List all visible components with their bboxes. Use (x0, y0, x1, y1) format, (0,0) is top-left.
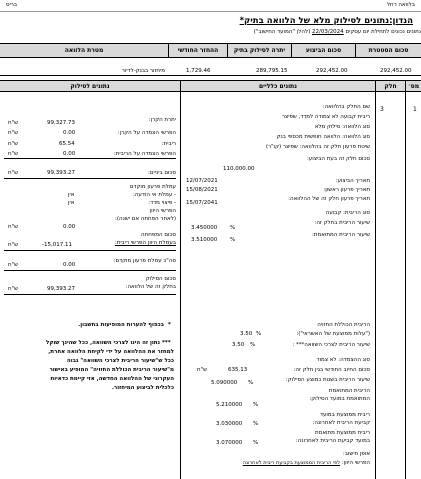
general-mkt-rate: 5.210000 (216, 402, 243, 408)
payoff-fee-total-label: סכום המפחתה (141, 232, 176, 238)
general-index-val: 635.13 (228, 367, 248, 373)
general-fix-rate-pct: % (253, 421, 259, 427)
col-header-total: סכום הסטטרת (355, 44, 421, 57)
route-type-label: סוג הלוואה: (342, 124, 370, 130)
general-weighted-adj-pct: % (250, 342, 256, 348)
general-repay-type: סוג הלוואה: הלוואה חופשית מכספי בנק (276, 134, 370, 140)
page-title: הנדון:נתונים לסילוק מלא של הלוואה בתיק* (239, 16, 413, 26)
payoff-linkage-label: הפרשי הצמדה על הקרן: (117, 130, 176, 136)
route-type-value: סילוק מלא (314, 124, 341, 130)
payoff-subtotal: 99,393.27 (47, 170, 75, 176)
payoff-fee-total-currency: ש"ח (8, 242, 19, 248)
general-rate: 3.450000 (191, 225, 218, 231)
payoff-interest: 65.54 (59, 141, 75, 147)
payoff-fee-cap-sub: (לאחר הפחתה אם ישנה): (115, 216, 176, 222)
general-avg-rate: 5.090000 (211, 380, 238, 386)
payoff-fee-total-sub: בעמלת היוון הפרשי ריבית: (114, 240, 176, 246)
payoff-final-currency: ש"ח (8, 286, 19, 292)
col-header-monthly: ההחזר החודשי (168, 44, 227, 57)
general-rate-pct: % (230, 225, 236, 231)
general-mkt-rate-sub: המתואמת במועד הסילוק: (309, 396, 370, 402)
general-adjusted-rate-pct: % (230, 237, 236, 243)
note-1-star: * (168, 322, 171, 328)
payoff-principal: 99,327.73 (47, 120, 75, 126)
payoff-interest-label: ריבית: (161, 141, 176, 147)
summary-amount: 292,452.00 (316, 68, 348, 74)
general-loan-name-label: שם החלק בהלוואה: (322, 104, 370, 110)
subtitle-suffix: (להלן "המועד החישוב") (253, 29, 311, 35)
general-original-amount: 110,000.00 (223, 166, 255, 172)
note-3-stars: *** (162, 340, 171, 346)
general-calc-label: אופן חישוב: (342, 451, 370, 457)
page-subtitle (0, 29, 421, 36)
general-adjusted-rate: 3.510000 (191, 237, 218, 243)
general-first-pay-label: תאריך פרעון ראשון: (323, 187, 370, 193)
row-number: 1 (413, 106, 417, 113)
note-3-line5: העקרוני של ההלוואה החדשה, אזי קיימת כדאיות (50, 376, 174, 382)
payoff-divider-4 (4, 294, 176, 295)
general-exec-date: 12/07/2021 (186, 178, 218, 184)
payoff-interest-currency: ש"ח (8, 141, 19, 147)
note-1: בכפוף להערות המופיעות בחשבון. (78, 322, 164, 328)
general-mkt-rate-label: הריבית המתואמת (328, 388, 370, 394)
general-fix-rate-label: ריבית ממוצעת במועד (319, 412, 370, 418)
general-rate-label: שיעור הריבית בחלק זה: (314, 220, 370, 226)
payoff-subtotal-currency: ש"ח (8, 170, 19, 176)
payoff-final-label: סכום הסילוק (145, 276, 176, 282)
general-upd-rate-pct: % (253, 440, 259, 446)
payoff-linkage-int-row (4, 151, 176, 159)
general-last-pay: 15/07/2041 (186, 200, 218, 206)
details-header (0, 80, 421, 92)
col-header-general: נתונים כלליים (180, 81, 375, 91)
payoff-principal-label: יתרת הקרן: (148, 117, 176, 123)
general-index-currency: ש"ח (197, 367, 208, 373)
payoff-linkage-currency: ש"ח (8, 130, 19, 136)
general-weighted-adj-label: שיעור הריבית לצרכי השוואה*** : (292, 342, 370, 348)
general-route-type (184, 124, 370, 131)
general-weighted-title: הריבית הכוללת החזויה (317, 322, 370, 328)
general-rate-type: ריבית קבועה לא צמודה למדד, שפיצר (281, 114, 370, 120)
payoff-fee-title: עמלת פרעון מוקדם (129, 184, 176, 190)
top-bar-right-text: בלוואה רחל (386, 2, 415, 8)
general-rate-type-label: סוג הריבית: קבועה (325, 210, 370, 216)
separator-general (180, 92, 181, 479)
payoff-linkage-int-currency: ש"ח (8, 151, 19, 157)
payoff-linkage: 0.00 (63, 130, 76, 136)
payoff-early-total: 0.00 (63, 262, 76, 268)
general-method: שיטת פרעון חלק זה בהלוואה: שפיצר (קו"ר) (265, 144, 370, 150)
summary-balance: 289,795.15 (256, 68, 288, 74)
payoff-early-total-label: סה"כ עמלת פרעון מוקדם: (113, 258, 176, 264)
separator-num (405, 92, 406, 479)
row-part: 3 (380, 106, 384, 113)
payoff-divider-3 (4, 270, 176, 271)
payoff-fee-avg: אין (68, 200, 75, 206)
summary-monthly: 1,729.46 (186, 68, 211, 74)
general-last-pay-label: תאריך פרעון חלק זה של ההלוואה: (288, 196, 370, 202)
note-3-line6: כלכלית לביצוע המיחזור. (111, 385, 174, 391)
payoff-linkage-int-label: הפרשי הצמדה על הריבית: (113, 151, 176, 157)
note-3-line3: ככל ש"שיעור הריבית לצרכי השוואה" גבוה (66, 358, 174, 364)
general-weighted-adj-val: 3.50 (232, 342, 245, 348)
payoff-linkage-int: 0.00 (63, 151, 76, 157)
general-exec-date-label: תאריך הביצוע: (335, 178, 370, 184)
top-bar-left-text: בריס (6, 2, 18, 8)
payoff-fee-notice: אין (68, 192, 75, 198)
payoff-fee-cap: 0.00 (63, 224, 76, 230)
general-weighted-sub: ("עלות ממוצעת של האשראי"): (296, 331, 370, 337)
general-upd-rate-label: ריבית ממוצעת מתואמת (314, 430, 370, 436)
general-mkt-rate-pct: % (253, 402, 259, 408)
payoff-divider-1 (4, 178, 176, 179)
payoff-fee-avg-label: - פיצוי מדד: (148, 200, 176, 206)
payoff-fee-cap-label: הפרשי היוון (149, 208, 176, 214)
payoff-principal-currency: ש"ח (8, 120, 19, 126)
general-adjusted-rate-label: שיעור הריבית המתואמת: (312, 232, 370, 238)
col-header-num: מס׳ (405, 81, 421, 91)
payoff-fee-notice-label: - עמלת אי הודעה: (132, 192, 176, 198)
general-fix-rate: 3.030000 (216, 421, 243, 427)
general-original-amount-label: סכום חלק זה בעת הביצוע: (306, 156, 370, 162)
summary-table-header (0, 43, 421, 58)
col-header-part: חלק (375, 81, 405, 91)
top-bar (0, 0, 421, 12)
payoff-final: 99,393.27 (47, 286, 75, 292)
subtitle-date: 22/03/2024 (311, 29, 344, 35)
note-3-line4: מ"שיעור הריבית הכוללת החזויה" המופיע באישור (49, 367, 174, 373)
general-upd-rate-sub: במועד קביעת הריבית לאחרונה: (295, 438, 370, 444)
general-notice-val: לפי הריבית הממוצעת בקביעת ריבית לאחרונה (242, 460, 341, 466)
payoff-early-total-currency: ש"ח (8, 262, 19, 268)
general-weighted-pct: % (256, 331, 262, 337)
general-avg-rate-label: שיעור הריבית בשנות כמוצע הסילוק: (285, 377, 370, 383)
summary-table-row (0, 58, 421, 76)
col-header-amount: סכום הביצוע (291, 44, 355, 57)
payoff-subtotal-label: סכום ביניים: (148, 170, 176, 176)
summary-total: 292,452.00 (380, 68, 412, 74)
separator-part (375, 92, 376, 479)
general-notice-label: הפרשי היוון: (341, 460, 370, 466)
col-header-payoff: נתונים לסילוק (70, 82, 110, 90)
col-header-purpose: מטרת הלוואה (64, 47, 104, 54)
summary-purpose: מיחזור בבנק-לדיור (121, 68, 165, 74)
general-avg-rate-pct: % (248, 380, 254, 386)
payoff-divider-2 (4, 250, 176, 251)
payoff-fee-total: -15,017.11 (42, 242, 72, 248)
general-fix-rate-sub: קביעת הריבית לאחרונה: (312, 420, 370, 426)
note-3-line2: למחזר את ההלוואה על ידי לקיחת הלוואה אחרת, (48, 349, 174, 355)
note-3-line1: נתון זה הינו לצרכי השוואה, ככל שהינך שוקל (46, 340, 160, 346)
general-first-pay: 15/08/2021 (186, 187, 218, 193)
payoff-final-sub: בחלק זה של הלוואה: (125, 284, 176, 290)
subtitle-prefix: נתונים נכונים לתחילת יום עסקים (345, 29, 421, 35)
general-index-label: סכום החיוב החודשי בגין חלק זה: (293, 367, 370, 373)
payoff-fee-cap-currency: ש"ח (8, 224, 19, 230)
general-link-label: סוג ההצמדה: לא צמוד (316, 357, 370, 363)
col-header-balance: יתרה לסילוק בתיק (227, 44, 291, 57)
general-notice (184, 460, 370, 467)
general-weighted-val: 3.50 (240, 331, 253, 337)
general-upd-rate: 3.070000 (216, 440, 243, 446)
